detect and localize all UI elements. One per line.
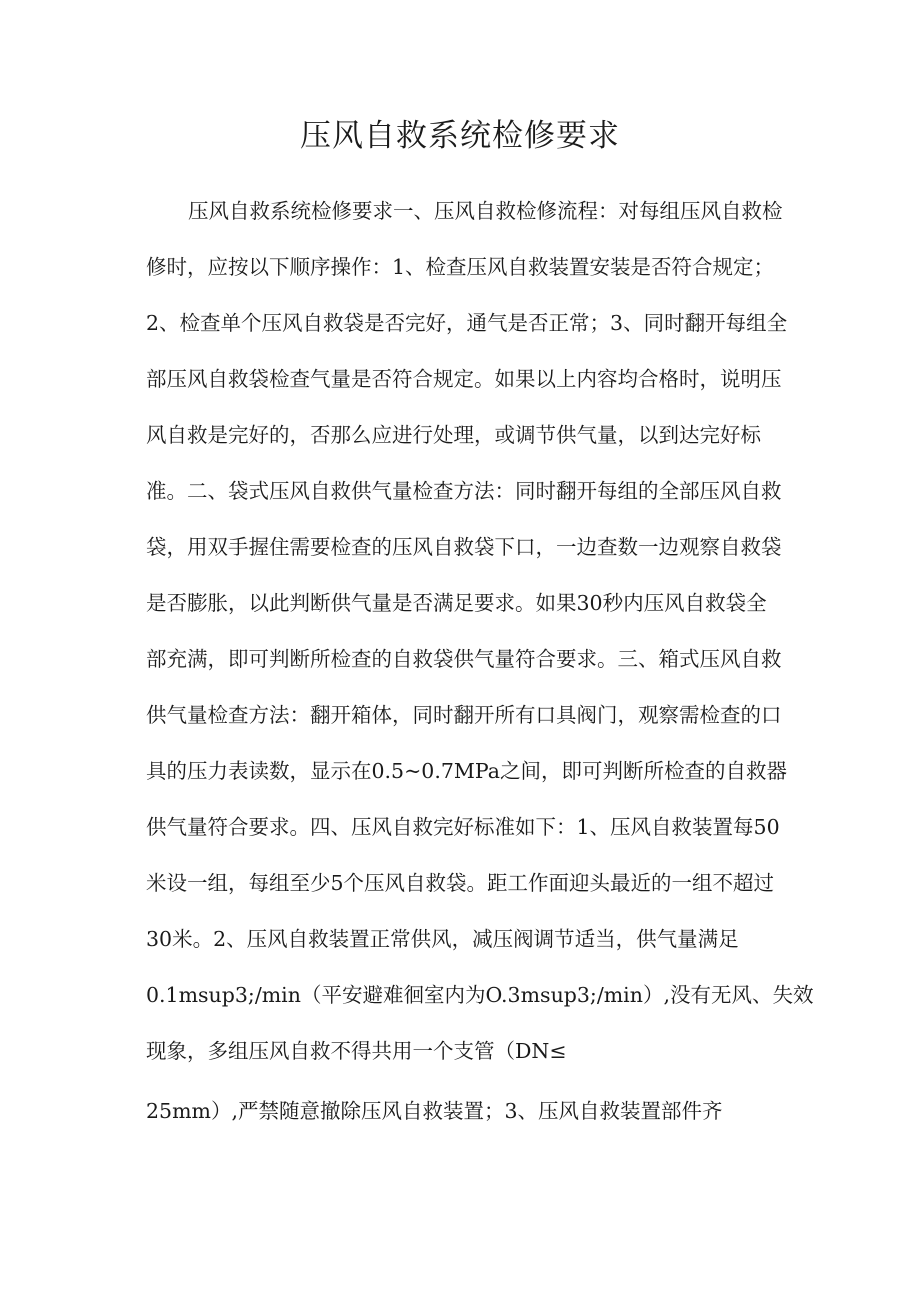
paragraph-line: 2、检查单个压风自救袋是否完好，通气是否正常；3、同时翻开每组全 (146, 311, 788, 335)
paragraph-line: 袋，用双手握住需要检查的压风自救袋下口，一边查数一边观察自救袋 (146, 535, 782, 559)
paragraph-line: 修时，应按以下顺序操作：1、检查压风自救装置安装是否符合规定； (146, 255, 775, 279)
paragraph-line: 部充满，即可判断所检查的自救袋供气量符合要求。三、箱式压风自救 (146, 647, 782, 671)
paragraph-line: 供气量检查方法：翻开箱体，同时翻开所有口具阀门，观察需检查的口 (146, 703, 782, 727)
paragraph-line: 30米。2、压风自救装置正常供风，减压阀调节适当，供气量满足 (146, 927, 739, 951)
paragraph-line: 具的压力表读数，显示在0.5~0.7MPa之间，即可判断所检查的自救器 (146, 759, 787, 783)
document-title: 压风自救系统检修要求 (300, 118, 620, 154)
paragraph-line: 0.1msup3;/min（平安避难徊室内为O.3msup3;/min）,没有无风、失效 (146, 983, 814, 1007)
paragraph-line: 25mm）,严禁随意撤除压风自救装置；3、压风自救装置部件齐 (146, 1099, 723, 1123)
paragraph-line: 准。二、袋式压风自救供气量检查方法：同时翻开每组的全部压风自救 (146, 479, 782, 503)
paragraph-line: 米设一组，每组至少5个压风自救袋。距工作面迎头最近的一组不超过 (146, 871, 775, 895)
paragraph-line: 部压风自救袋检查气量是否符合规定。如果以上内容均合格时，说明压 (146, 367, 782, 391)
paragraph-line: 是否膨胀，以此判断供气量是否满足要求。如果30秒内压风自救袋全 (146, 591, 767, 615)
paragraph-line: 风自救是完好的，否那么应进行处理，或调节供气量，以到达完好标 (146, 423, 761, 447)
paragraph-line: 供气量符合要求。四、压风自救完好标准如下：1、压风自救装置每50 (146, 815, 780, 839)
paragraph-line: 现象，多组压风自救不得共用一个支管（DN≤ (146, 1039, 567, 1063)
paragraph-line: 压风自救系统检修要求一、压风自救检修流程：对每组压风自救检 (188, 199, 783, 223)
